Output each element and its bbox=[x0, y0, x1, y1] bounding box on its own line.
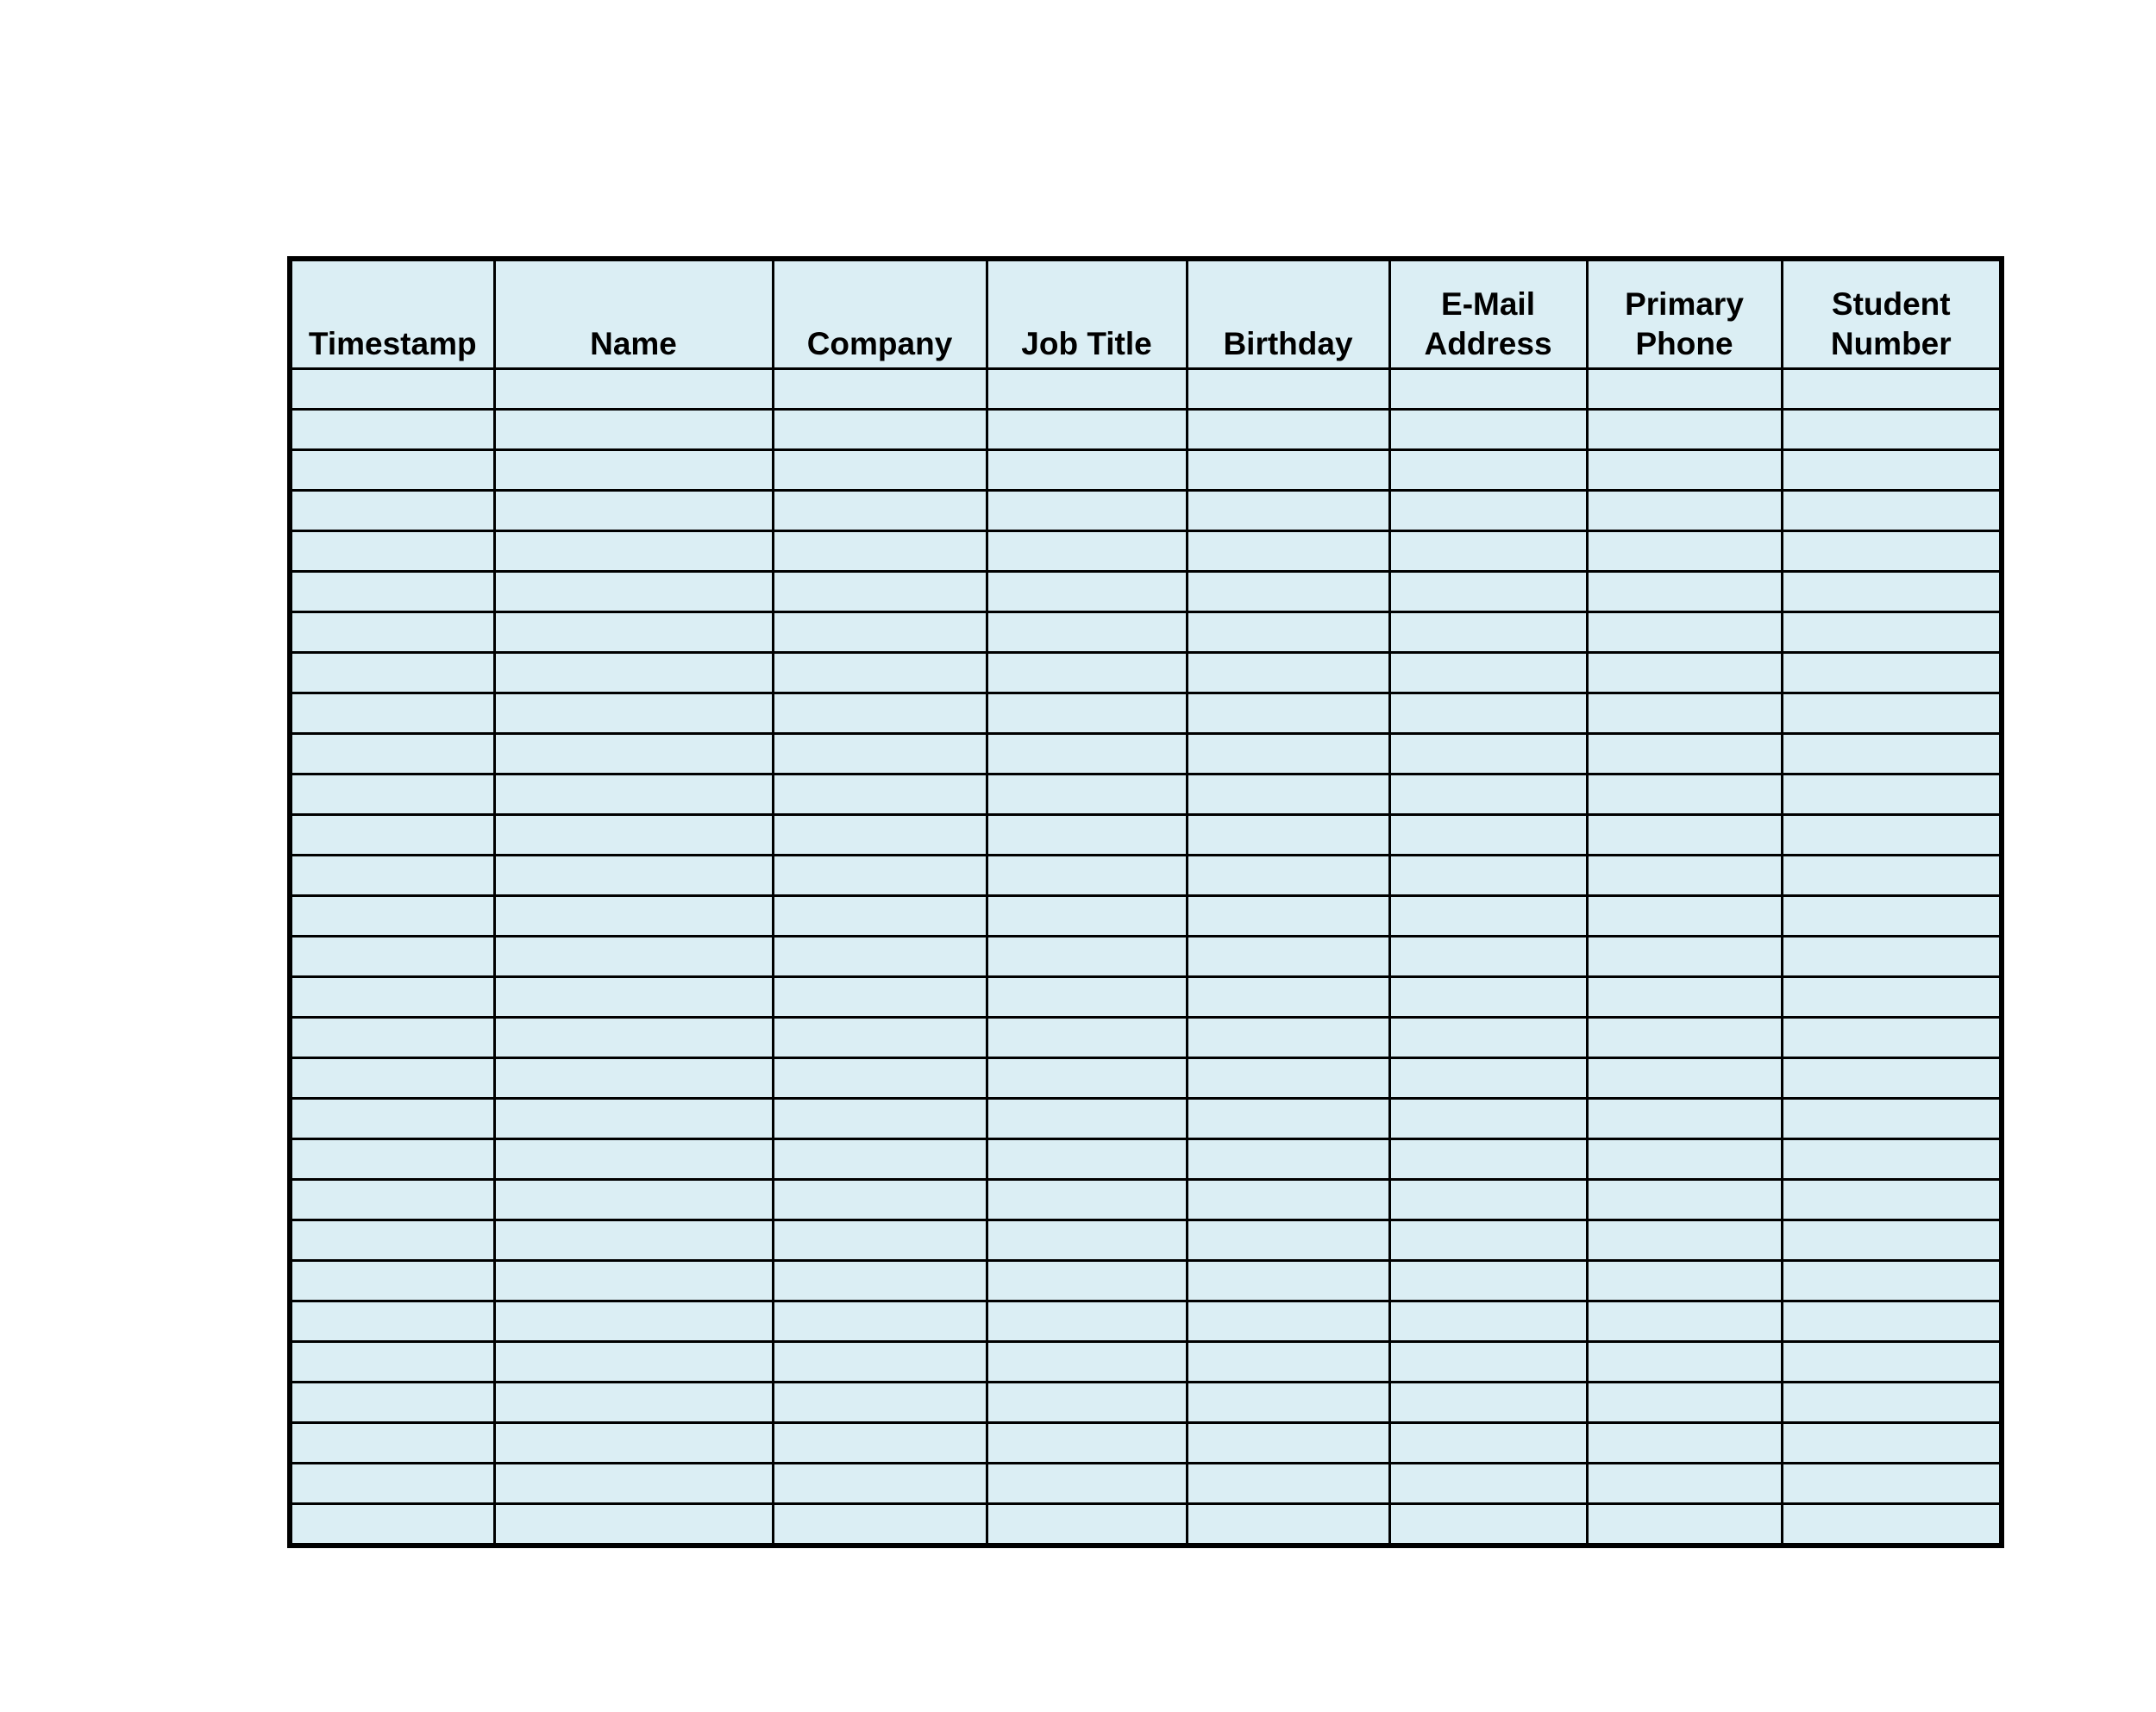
table-cell bbox=[773, 653, 987, 693]
table-cell bbox=[1587, 734, 1782, 774]
table-cell bbox=[987, 937, 1187, 977]
table-cell bbox=[1187, 815, 1389, 856]
table-cell bbox=[987, 1261, 1187, 1301]
table-cell bbox=[773, 693, 987, 734]
table-row bbox=[290, 1342, 2002, 1383]
table-cell bbox=[494, 734, 773, 774]
table-cell bbox=[1187, 369, 1389, 410]
table-cell bbox=[494, 774, 773, 815]
table-cell bbox=[773, 531, 987, 572]
contact-log-table bbox=[287, 256, 2004, 1548]
table-cell bbox=[290, 896, 494, 937]
table-cell bbox=[290, 653, 494, 693]
table-cell bbox=[1389, 1220, 1587, 1261]
table-cell bbox=[290, 1464, 494, 1504]
table-cell bbox=[290, 774, 494, 815]
table-cell bbox=[494, 369, 773, 410]
table-cell bbox=[1389, 1504, 1587, 1546]
table-cell bbox=[290, 410, 494, 450]
table-cell bbox=[1389, 693, 1587, 734]
table-cell bbox=[773, 491, 987, 531]
table-cell bbox=[1587, 1464, 1782, 1504]
table-cell bbox=[1389, 1383, 1587, 1423]
table-cell bbox=[1187, 1220, 1389, 1261]
table-cell bbox=[1587, 1423, 1782, 1464]
table-cell bbox=[1782, 1301, 2002, 1342]
table-cell bbox=[1187, 612, 1389, 653]
table-cell bbox=[1782, 612, 2002, 653]
table-cell bbox=[494, 612, 773, 653]
table-cell bbox=[494, 1058, 773, 1099]
table-cell bbox=[987, 1301, 1187, 1342]
table-cell bbox=[494, 1261, 773, 1301]
table-cell bbox=[1587, 1383, 1782, 1423]
table-cell bbox=[1587, 410, 1782, 450]
table-cell bbox=[494, 1383, 773, 1423]
table-cell bbox=[1587, 572, 1782, 612]
table-cell bbox=[290, 1383, 494, 1423]
table-cell bbox=[1187, 937, 1389, 977]
table-cell bbox=[1187, 531, 1389, 572]
table-cell bbox=[987, 856, 1187, 896]
table-cell bbox=[290, 369, 494, 410]
table-cell bbox=[290, 734, 494, 774]
table-cell bbox=[1587, 369, 1782, 410]
column-header-name bbox=[494, 259, 773, 369]
table-cell bbox=[773, 1342, 987, 1383]
table-cell bbox=[773, 572, 987, 612]
column-header-label: E-Mail Address bbox=[1424, 286, 1552, 361]
table-cell bbox=[1389, 653, 1587, 693]
table-cell bbox=[987, 734, 1187, 774]
table-cell bbox=[987, 1139, 1187, 1180]
table-cell bbox=[494, 1099, 773, 1139]
column-header-label: Timestamp bbox=[308, 326, 477, 361]
table-cell bbox=[1389, 1139, 1587, 1180]
table-cell bbox=[494, 1504, 773, 1546]
table-cell bbox=[773, 1301, 987, 1342]
table-cell bbox=[987, 1342, 1187, 1383]
table-row bbox=[290, 693, 2002, 734]
table-cell bbox=[987, 896, 1187, 937]
table-cell bbox=[1187, 774, 1389, 815]
table-cell bbox=[290, 1099, 494, 1139]
table-cell bbox=[1782, 896, 2002, 937]
table-cell bbox=[494, 531, 773, 572]
table-cell bbox=[1587, 1261, 1782, 1301]
table-cell bbox=[290, 1342, 494, 1383]
table-cell bbox=[1782, 815, 2002, 856]
table-cell bbox=[494, 1423, 773, 1464]
table-cell bbox=[1187, 1423, 1389, 1464]
table-cell bbox=[1782, 653, 2002, 693]
table-cell bbox=[494, 1180, 773, 1220]
table-cell bbox=[1389, 1180, 1587, 1220]
table-row bbox=[290, 450, 2002, 491]
table-row bbox=[290, 734, 2002, 774]
table-cell bbox=[1782, 1139, 2002, 1180]
column-header-company bbox=[773, 259, 987, 369]
table-cell bbox=[987, 531, 1187, 572]
table-cell bbox=[1187, 1464, 1389, 1504]
table-cell bbox=[290, 1180, 494, 1220]
table-cell bbox=[987, 653, 1187, 693]
table-cell bbox=[1782, 491, 2002, 531]
table-cell bbox=[1587, 977, 1782, 1018]
table-cell bbox=[1782, 1423, 2002, 1464]
table-row bbox=[290, 1261, 2002, 1301]
column-header-label: Birthday bbox=[1223, 326, 1353, 361]
table-cell bbox=[1389, 1464, 1587, 1504]
table-row bbox=[290, 1099, 2002, 1139]
table-cell bbox=[494, 491, 773, 531]
table-cell bbox=[1782, 1180, 2002, 1220]
table-cell bbox=[1782, 1220, 2002, 1261]
table-cell bbox=[1187, 693, 1389, 734]
table-cell bbox=[1782, 1018, 2002, 1058]
table-cell bbox=[1187, 450, 1389, 491]
table-row bbox=[290, 1139, 2002, 1180]
table-cell bbox=[987, 491, 1187, 531]
table-cell bbox=[494, 1464, 773, 1504]
table-cell bbox=[1782, 531, 2002, 572]
column-header-timestamp bbox=[290, 259, 494, 369]
table-cell bbox=[494, 1220, 773, 1261]
table-cell bbox=[494, 410, 773, 450]
table-cell bbox=[494, 815, 773, 856]
table-cell bbox=[987, 1504, 1187, 1546]
table-cell bbox=[1187, 1180, 1389, 1220]
table-cell bbox=[290, 450, 494, 491]
table-row bbox=[290, 1220, 2002, 1261]
table-cell bbox=[494, 937, 773, 977]
table-cell bbox=[1187, 1383, 1389, 1423]
table-cell bbox=[1782, 1342, 2002, 1383]
table-body bbox=[290, 369, 2002, 1546]
table-cell bbox=[987, 1423, 1187, 1464]
table-cell bbox=[1587, 531, 1782, 572]
table-cell bbox=[1187, 572, 1389, 612]
table-cell bbox=[290, 1139, 494, 1180]
table-row bbox=[290, 1383, 2002, 1423]
table-cell bbox=[494, 856, 773, 896]
contact-log-sheet bbox=[287, 256, 1999, 1544]
table-cell bbox=[290, 693, 494, 734]
column-header-label: Company bbox=[806, 326, 953, 361]
table-cell bbox=[1782, 774, 2002, 815]
table-cell bbox=[1187, 1261, 1389, 1301]
table-cell bbox=[773, 734, 987, 774]
table-row bbox=[290, 410, 2002, 450]
table-cell bbox=[1187, 653, 1389, 693]
table-cell bbox=[1389, 612, 1587, 653]
table-cell bbox=[1187, 977, 1389, 1018]
table-cell bbox=[773, 1018, 987, 1058]
table-cell bbox=[1389, 815, 1587, 856]
table-cell bbox=[1187, 856, 1389, 896]
table-cell bbox=[773, 774, 987, 815]
table-cell bbox=[1389, 856, 1587, 896]
table-cell bbox=[494, 896, 773, 937]
table-row bbox=[290, 369, 2002, 410]
table-cell bbox=[290, 1423, 494, 1464]
column-header-job-title bbox=[987, 259, 1187, 369]
table-cell bbox=[987, 572, 1187, 612]
table-cell bbox=[1587, 1139, 1782, 1180]
table-cell bbox=[1187, 1058, 1389, 1099]
table-cell bbox=[1782, 410, 2002, 450]
table-cell bbox=[987, 1018, 1187, 1058]
table-cell bbox=[1389, 1261, 1587, 1301]
table-cell bbox=[1587, 693, 1782, 734]
table-cell bbox=[1782, 1058, 2002, 1099]
table-cell bbox=[1187, 1139, 1389, 1180]
table-row bbox=[290, 531, 2002, 572]
table-cell bbox=[773, 369, 987, 410]
table-cell bbox=[1389, 1342, 1587, 1383]
table-row bbox=[290, 1464, 2002, 1504]
table-row bbox=[290, 937, 2002, 977]
table-cell bbox=[773, 1464, 987, 1504]
table-cell bbox=[1587, 937, 1782, 977]
table-cell bbox=[1389, 410, 1587, 450]
table-cell bbox=[987, 612, 1187, 653]
table-cell bbox=[773, 856, 987, 896]
table-cell bbox=[1389, 1423, 1587, 1464]
table-cell bbox=[987, 1383, 1187, 1423]
table-cell bbox=[1187, 1342, 1389, 1383]
table-cell bbox=[987, 977, 1187, 1018]
table-row bbox=[290, 612, 2002, 653]
table-cell bbox=[1389, 369, 1587, 410]
table-cell bbox=[1587, 1099, 1782, 1139]
table-cell bbox=[290, 856, 494, 896]
table-cell bbox=[773, 1139, 987, 1180]
table-cell bbox=[987, 1058, 1187, 1099]
column-header-label: Name bbox=[590, 326, 677, 361]
table-row bbox=[290, 1018, 2002, 1058]
table-cell bbox=[987, 815, 1187, 856]
table-cell bbox=[1782, 572, 2002, 612]
column-header-email-address bbox=[1389, 259, 1587, 369]
table-cell bbox=[1389, 1099, 1587, 1139]
table-cell bbox=[494, 1301, 773, 1342]
column-header-birthday bbox=[1187, 259, 1389, 369]
table-row bbox=[290, 1058, 2002, 1099]
table-cell bbox=[1389, 1301, 1587, 1342]
table-cell bbox=[773, 1383, 987, 1423]
column-header-label: Primary Phone bbox=[1625, 286, 1744, 361]
table-cell bbox=[987, 693, 1187, 734]
table-cell bbox=[1389, 1058, 1587, 1099]
table-cell bbox=[1187, 410, 1389, 450]
table-cell bbox=[1587, 1220, 1782, 1261]
table-row bbox=[290, 572, 2002, 612]
table-cell bbox=[987, 774, 1187, 815]
table-cell bbox=[494, 693, 773, 734]
table-cell bbox=[1187, 734, 1389, 774]
table-cell bbox=[773, 815, 987, 856]
table-cell bbox=[290, 1301, 494, 1342]
table-cell bbox=[1389, 450, 1587, 491]
table-cell bbox=[1187, 1504, 1389, 1546]
table-cell bbox=[1587, 774, 1782, 815]
table-cell bbox=[1389, 896, 1587, 937]
table-cell bbox=[987, 1464, 1187, 1504]
table-cell bbox=[494, 572, 773, 612]
column-header-label: Job Title bbox=[1021, 326, 1152, 361]
table-cell bbox=[773, 977, 987, 1018]
table-cell bbox=[1187, 1301, 1389, 1342]
table-cell bbox=[987, 450, 1187, 491]
table-cell bbox=[1782, 1261, 2002, 1301]
table-cell bbox=[1782, 693, 2002, 734]
table-cell bbox=[1782, 856, 2002, 896]
table-cell bbox=[987, 1099, 1187, 1139]
table-row bbox=[290, 856, 2002, 896]
table-row bbox=[290, 896, 2002, 937]
table-cell bbox=[1389, 734, 1587, 774]
table-cell bbox=[1587, 1058, 1782, 1099]
table-cell bbox=[1187, 491, 1389, 531]
column-header-label: Student Number bbox=[1830, 286, 1952, 361]
table-cell bbox=[1782, 450, 2002, 491]
column-header-student-number bbox=[1782, 259, 2002, 369]
table-cell bbox=[1389, 977, 1587, 1018]
table-row bbox=[290, 491, 2002, 531]
table-cell bbox=[494, 1342, 773, 1383]
table-cell bbox=[773, 410, 987, 450]
table-cell bbox=[1782, 369, 2002, 410]
table-row bbox=[290, 774, 2002, 815]
table-cell bbox=[1587, 896, 1782, 937]
table-cell bbox=[494, 653, 773, 693]
table-cell bbox=[290, 531, 494, 572]
table-row bbox=[290, 1504, 2002, 1546]
table-row bbox=[290, 1423, 2002, 1464]
table-cell bbox=[773, 937, 987, 977]
table-cell bbox=[1587, 856, 1782, 896]
table-cell bbox=[1389, 774, 1587, 815]
table-cell bbox=[290, 1018, 494, 1058]
table-cell bbox=[290, 937, 494, 977]
table-cell bbox=[290, 491, 494, 531]
table-cell bbox=[1587, 1018, 1782, 1058]
table-cell bbox=[494, 1139, 773, 1180]
table-cell bbox=[1587, 1301, 1782, 1342]
table-cell bbox=[1587, 653, 1782, 693]
table-cell bbox=[290, 1220, 494, 1261]
table-cell bbox=[290, 977, 494, 1018]
table-cell bbox=[1389, 531, 1587, 572]
table-cell bbox=[987, 1180, 1187, 1220]
table-cell bbox=[1587, 815, 1782, 856]
table-cell bbox=[1389, 491, 1587, 531]
table-row bbox=[290, 1180, 2002, 1220]
table-cell bbox=[773, 1099, 987, 1139]
table-cell bbox=[1782, 937, 2002, 977]
table-cell bbox=[1782, 1504, 2002, 1546]
table-cell bbox=[1587, 1180, 1782, 1220]
table-cell bbox=[290, 612, 494, 653]
table-cell bbox=[1782, 1383, 2002, 1423]
table-cell bbox=[773, 450, 987, 491]
table-cell bbox=[773, 1220, 987, 1261]
table-cell bbox=[1389, 1018, 1587, 1058]
table-cell bbox=[773, 612, 987, 653]
table-cell bbox=[773, 1261, 987, 1301]
table-cell bbox=[494, 1018, 773, 1058]
table-cell bbox=[290, 815, 494, 856]
table-row bbox=[290, 815, 2002, 856]
table-cell bbox=[773, 1058, 987, 1099]
table-cell bbox=[987, 410, 1187, 450]
table-cell bbox=[1782, 1464, 2002, 1504]
table-row bbox=[290, 653, 2002, 693]
table-cell bbox=[290, 1504, 494, 1546]
table-cell bbox=[1587, 1342, 1782, 1383]
column-header-primary-phone bbox=[1587, 259, 1782, 369]
table-cell bbox=[773, 1504, 987, 1546]
table-cell bbox=[494, 450, 773, 491]
table-cell bbox=[773, 1180, 987, 1220]
table-cell bbox=[1587, 612, 1782, 653]
table-cell bbox=[987, 369, 1187, 410]
table-cell bbox=[773, 896, 987, 937]
table-cell bbox=[1587, 491, 1782, 531]
table-cell bbox=[1187, 1099, 1389, 1139]
table-cell bbox=[290, 1261, 494, 1301]
table-row bbox=[290, 1301, 2002, 1342]
table-cell bbox=[1587, 1504, 1782, 1546]
table-cell bbox=[773, 1423, 987, 1464]
table-cell bbox=[494, 977, 773, 1018]
header-row bbox=[290, 259, 2002, 369]
table-cell bbox=[290, 1058, 494, 1099]
table-cell bbox=[1782, 1099, 2002, 1139]
table-row bbox=[290, 977, 2002, 1018]
table-cell bbox=[1187, 896, 1389, 937]
table-cell bbox=[1587, 450, 1782, 491]
table-cell bbox=[290, 572, 494, 612]
table-cell bbox=[1389, 572, 1587, 612]
table-cell bbox=[1782, 977, 2002, 1018]
table-cell bbox=[1782, 734, 2002, 774]
table-cell bbox=[1187, 1018, 1389, 1058]
table-cell bbox=[987, 1220, 1187, 1261]
table-cell bbox=[1389, 937, 1587, 977]
